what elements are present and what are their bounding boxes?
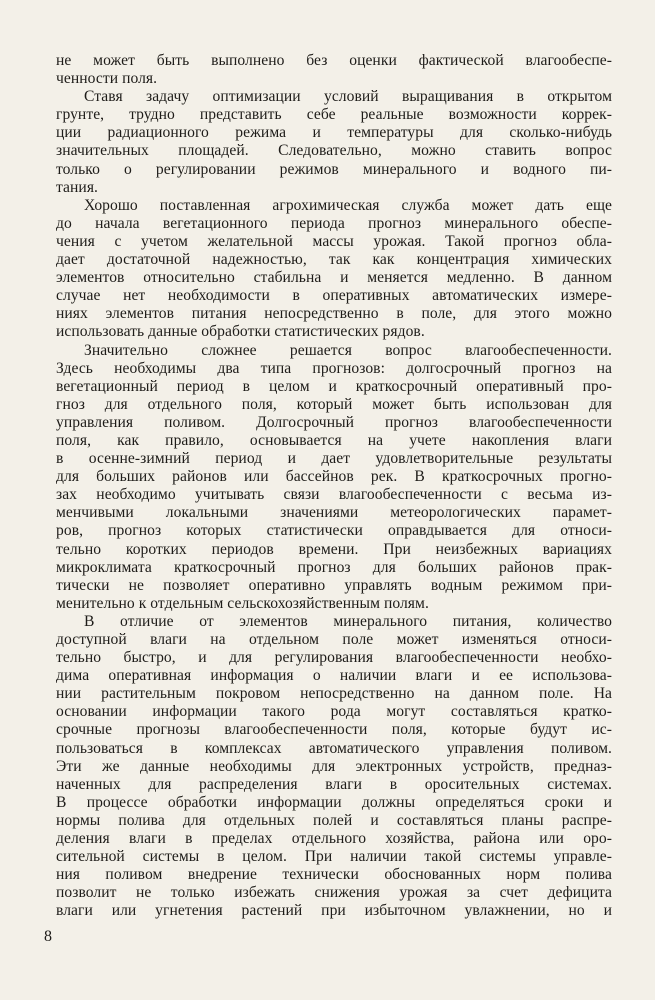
text-line: только о регулировании режимов минерального и водного пи- bbox=[56, 160, 612, 178]
text-line: влаги или угнетения растений при избыточном увлажнении, но и bbox=[56, 902, 612, 920]
text-line: зах необходимо учитывать связи влагообеспеченности с весьма из- bbox=[56, 486, 612, 504]
text-line: Здесь необходимы два типа прогнозов: долгосрочный прогноз на bbox=[56, 359, 612, 377]
text-line: тания. bbox=[56, 178, 98, 196]
text-line: В отличие от элементов минерального питания, количество bbox=[84, 612, 612, 630]
text-line: тельно быстро, и для регулирования влагообеспеченности необхо- bbox=[56, 649, 612, 667]
text-line: тически не позволяет оперативно управлять водным режимом при- bbox=[56, 576, 612, 594]
text-line: основании информации такого рода могут составляться кратко- bbox=[56, 703, 612, 721]
paragraph-2 bbox=[56, 88, 612, 197]
text-line: Ставя задачу оптимизации условий выращивания в открытом bbox=[84, 88, 612, 106]
text-line: ния поливом внедрение технически обоснованных норм полива bbox=[56, 866, 612, 884]
text-line: ров, прогноз которых статистически оправдывается для относи- bbox=[56, 522, 612, 540]
text-line: не может быть выполнено без оценки фактической влагообеспе- bbox=[56, 52, 612, 69]
text-line: В процессе обработки информации должны определяться сроки и bbox=[56, 793, 612, 811]
text-line: срочные прогнозы влагообеспеченности поля, которые будут ис- bbox=[56, 721, 612, 739]
text-line: менительно к отдельным сельскохозяйственным полям. bbox=[56, 594, 429, 612]
text-line: ниях элементов питания непосредственно в поле, для этого можно bbox=[56, 305, 612, 323]
text-line: ции радиационного режима и температуры для сколько-нибудь bbox=[56, 124, 612, 142]
text-line: элементов относительно стабильна и меняется медленно. В данном bbox=[56, 269, 612, 287]
text-line: управления поливом. Долгосрочный прогноз влагообеспеченности bbox=[56, 413, 612, 431]
text-line: дима оперативная информация о наличии влаги и ее использова- bbox=[56, 667, 612, 685]
text-line: сительной системы в целом. При наличии такой системы управле- bbox=[56, 848, 612, 866]
text-line: дает достаточной надежностью, так как концентрация химических bbox=[56, 251, 612, 269]
page-body bbox=[56, 52, 612, 921]
text-line: деления влаги в пределах отдельного хозяйства, района или оро- bbox=[56, 830, 612, 848]
text-line: использовать данные обработки статистических рядов. bbox=[56, 323, 425, 341]
text-line: позволит не только избежать снижения урожая за счет дефицита bbox=[56, 884, 612, 902]
text-line: менчивыми локальными значениями метеорологических парамет- bbox=[56, 504, 612, 522]
text-line: ченности поля. bbox=[56, 70, 158, 88]
page-number: 8 bbox=[44, 928, 52, 945]
text-line: поля, как правило, основывается на учете накопления влаги bbox=[56, 431, 612, 449]
text-line: в осенне-зимний период и дает удовлетворительные результаты bbox=[56, 450, 612, 468]
text-line: наченных для распределения влаги в оросительных системах. bbox=[56, 775, 612, 793]
text-line: случае нет необходимости в оперативных автоматических измере- bbox=[56, 287, 612, 305]
text-line: нии растительным покровом непосредственно на данном поле. На bbox=[56, 685, 612, 703]
text-line: вегетационный период в целом и краткосрочный оперативный про- bbox=[56, 377, 612, 395]
text-line: Значительно сложнее решается вопрос влагообеспеченности. bbox=[84, 341, 612, 359]
text-line: Хорошо поставленная агрохимическая служба может дать еще bbox=[84, 196, 612, 214]
text-line: микроклимата краткосрочный прогноз для больших районов прак- bbox=[56, 558, 612, 576]
text-line: для больших районов или бассейнов рек. В краткосрочных прогно- bbox=[56, 468, 612, 486]
paragraph-4 bbox=[56, 342, 612, 613]
text-line: грунте, трудно представить себе реальные возможности коррек- bbox=[56, 106, 612, 124]
text-line: значительных площадей. Следовательно, можно ставить вопрос bbox=[56, 142, 612, 160]
text-line: чения с учетом желательной массы урожая. Такой прогноз обла- bbox=[56, 232, 612, 250]
paragraph-3 bbox=[56, 197, 612, 342]
text-line: нормы полива для отдельных полей и составляться планы распре- bbox=[56, 811, 612, 829]
paragraph-5 bbox=[56, 613, 612, 921]
text-line: до начала вегетационного периода прогноз минерального обеспе- bbox=[56, 214, 612, 232]
text-line: гноз для отдельного поля, который может быть использован для bbox=[56, 395, 612, 413]
text-line: доступной влаги на отдельном поле может изменяться относи- bbox=[56, 631, 612, 648]
text-line: тельно коротких периодов времени. При неизбежных вариациях bbox=[56, 540, 612, 558]
paragraph-1 bbox=[56, 52, 612, 88]
text-line: пользоваться в комплексах автоматического управления поливом. bbox=[56, 739, 612, 757]
text-line: Эти же данные необходимы для электронных устройств, предназ- bbox=[56, 757, 612, 775]
